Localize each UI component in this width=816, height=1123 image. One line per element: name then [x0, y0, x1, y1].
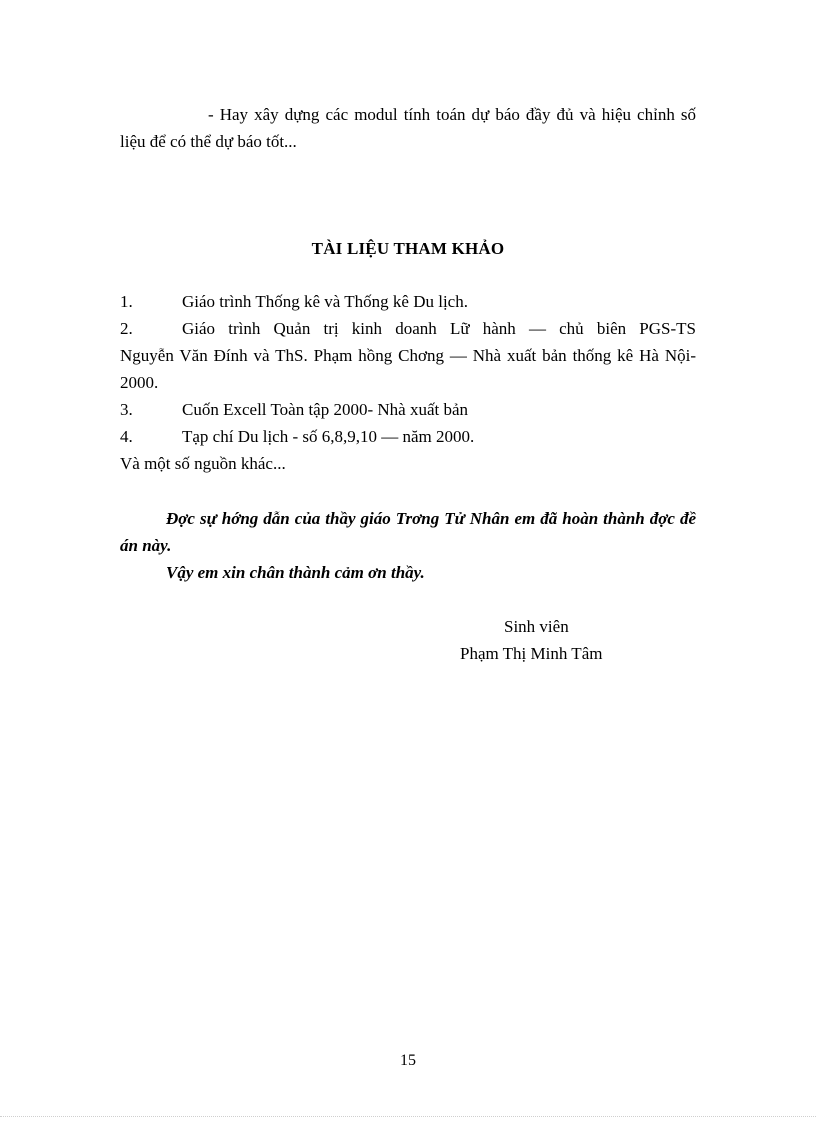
- references-heading: TÀI LIỆU THAM KHẢO: [311, 239, 505, 258]
- signature-name: Phạm Thị Minh Tâm: [460, 644, 603, 663]
- reference-text: Cuốn Excell Toàn tập 2000- Nhà xuất bản: [182, 400, 469, 419]
- acknowledgement-paragraph: Đợc sự hớng dẫn của thầy giáo Trơng Tử Nhân em đã hoàn thành đợc đề án này.: [120, 509, 696, 555]
- reference-item-3: [120, 396, 696, 423]
- reference-other-sources: Và một số nguồn khác...: [120, 454, 286, 473]
- reference-item-1: [120, 288, 696, 315]
- reference-number: 2.: [120, 319, 133, 338]
- reference-text: Giáo trình Quản trị kinh doanh Lữ hành — chủ biên PGS-TS: [182, 319, 696, 338]
- intro-paragraph: - Hay xây dựng các modul tính toán dự báo đầy đủ và hiệu chỉnh số liệu để có thể dự báo tốt...: [120, 105, 696, 151]
- reference-number: 3.: [120, 400, 133, 419]
- acknowledgement: [120, 505, 696, 586]
- reference-text: Giáo trình Thống kê và Thống kê Du lịch.: [182, 292, 468, 311]
- references-list: [120, 288, 696, 477]
- reference-item-4: [120, 423, 696, 450]
- reference-number: 1.: [120, 292, 133, 311]
- reference-number: 4.: [120, 427, 133, 446]
- page-number: 15: [400, 1052, 416, 1069]
- reference-text: Tạp chí Du lịch - số 6,8,9,10 — năm 2000.: [182, 427, 475, 446]
- page-bottom-border: [0, 1116, 816, 1117]
- reference-text-continued: Nguyễn Văn Đính và ThS. Phạm hồng Chơng — Nhà xuất bản thống kê Hà Nội-2000.: [120, 346, 696, 392]
- reference-item-2: [120, 315, 696, 396]
- acknowledgement-thanks: Vậy em xin chân thành cảm ơn thầy.: [166, 563, 425, 582]
- signature-role: Sinh viên: [504, 617, 569, 636]
- signature-block: [430, 613, 650, 667]
